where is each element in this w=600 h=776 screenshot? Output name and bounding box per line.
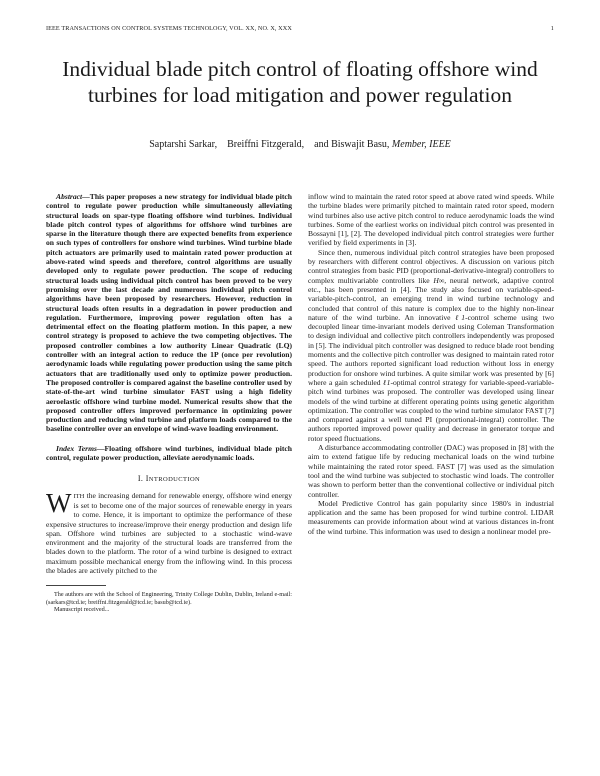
section-title-rest: NTRODUCTION — [148, 476, 201, 484]
drop-cap: W — [46, 487, 72, 518]
footnote-rule — [46, 585, 106, 586]
section-heading — [46, 474, 292, 484]
section-title-initial: I — [145, 474, 149, 484]
author-name: and Biswajit Basu, — [314, 139, 390, 150]
author-list — [40, 139, 560, 150]
page-number: 1 — [550, 25, 554, 32]
body-text: Since then, numerous individual pitch control strategies have been proposed by researchers with different control objectives. A discussion on various pitch control strategies from basic PID (proportional-derivative-integral) controllers to complex multivariable controllers like — [308, 247, 554, 285]
math-symbol: H∞ — [433, 275, 445, 285]
paper-title: Individual blade pitch control of floating offshore wind turbines for load mitigation and power regulation — [62, 57, 538, 107]
body-text: -control scheme using two decoupled linear time-invariant models derived using Coleman Transformation to design individual and collective pitch controllers independently was proposed in [5]. The individual pitch controller was designed to reduce blade root bending moments and the collective pitch controller was designed to maintain rated rotor speed. The authors reported significant load reduction without loss in energy production for onshore wind turbines. A quite similar work was presented by [6] where a gain scheduled — [308, 312, 554, 387]
right-column — [308, 192, 554, 536]
abstract-label: Abstract — [56, 192, 83, 201]
journal-name: IEEE TRANSACTIONS ON CONTROL SYSTEMS TECHNOLOGY, VOL. XX, NO. X, XXX — [46, 25, 292, 32]
body-text: , neural network, adaptive control etc., has been presented in [4]. The study also focused on variable-speed-variable-pitch-control, an emerging trend in wind turbine technology and concluded that control of this nature is complex due to the highly non-linear nature of the wind turbine. An innovative — [308, 275, 555, 322]
body-paragraph: A disturbance accommodating controller (DAC) was proposed in [8] with the aim to extend fatigue life by reducing mechanical loads on the wind turbine while maintaining the rated rotor speed. FAST [7] was used as the simulation tool and the wind turbine was subjected to stochastic wind loads. The controller was shown to perform better than the conventional collective or individual pitch controller. — [308, 443, 554, 499]
left-column — [46, 192, 292, 614]
author-membership: Member, IEEE — [391, 139, 451, 150]
index-terms-text: —Floating offshore wind turbines, individual blade pitch control, regulate power production, alleviate aerodynamic loads. — [46, 443, 292, 463]
math-symbol: ℓ1 — [455, 312, 466, 322]
body-text: -optimal control strategy for variable-speed-variable-pitch wind turbines was proposed. The controller was developed using linear models of the wind turbine at different operating points using genetic algorithm optimization. The controller was coupled to the wind turbine simulator FAST [7] and compared against a well tuned PI (proportional-integral) controller. The authors reported improved power quality and decrease in generator torque and rotor speed fluctuations. — [308, 377, 554, 443]
intro-paragraph — [46, 487, 292, 576]
footnote-manuscript: Manuscript received... — [54, 606, 110, 614]
index-terms-label: Index Terms — [56, 443, 97, 453]
body-paragraph: inflow wind to maintain the rated rotor speed at above rated wind speeds. While the turbine blades were primarily pitched to maintain rated rotor speed, modern wind turbines also use active pitch control to reduce aerodynamic loads the wind turbines. Some of the earliest works on individual pitch control was presented in Bossayni [1], [2]. The developed individual pitch control strategies were further verified by field experiments in [3]. — [308, 192, 554, 248]
index-terms — [46, 444, 292, 463]
abstract — [46, 192, 292, 434]
running-header — [46, 25, 554, 35]
intro-text: the increasing demand for renewable energy, offshore wind energy is set to become one of the major sources of renewable energy in years to come. Hence, it is important to optimize the performance of these expensive structures to increase/improve their energy production and design life span. Offshore wind turbines are subjected to a stochastic wind-wave environment and the majority of the structural loads are transferred from the blades down to the platform. The rotor of a wind turbine is designed to extract maximum possible mechanical energy from the inflowing wind. In this process the blades are actively pitched to the — [46, 490, 292, 575]
intro-caps: ITH — [73, 492, 85, 500]
body-paragraph — [308, 248, 554, 443]
footnote-affiliation: The authors are with the School of Engineering, Trinity College Dublin, Dublin, Ireland e-mail: (sarkars@tcd.ie; breiffni.fitzgerald@tcd.ie; basub@tcd.ie). — [46, 591, 292, 606]
math-symbol: ℓ1 — [382, 377, 391, 387]
body-paragraph: Model Predictive Control has gain popularity since 1980's in industrial application and the same has been proposed for wind turbine control. LIDAR measurements can provide information about wind at various distances in-front of the wind turbine. This information was used to design a nonlinear model pre- — [308, 498, 554, 536]
section-numeral: I. — [137, 474, 144, 484]
author-name: Saptarshi Sarkar, — [149, 139, 218, 150]
author-name: Breiffni Fitzgerald, — [227, 139, 305, 150]
abstract-text: —This paper proposes a new strategy for individual blade pitch control to regulate power production while simultaneously alleviating structural loads on spar-type floating offshore wind turbines. Individual blade pitch control types of algorithms for offshore wind turbines are sparse in the literature though there are expected benefits from experience on such types of controllers for onshore wind turbines. Wind turbine blade pitch actuators are primarily used to maintain rated power production at above-rated wind speeds and therefore, control algorithms are usually developed only to regulate power production. The scope of reducing structural loads using individual pitch control has been proved to be very promising over the last decade and numerous individual pitch control algorithms have been proposed by researchers. However, reduction in structural loads often results in a degradation in power production and regulation. Furthermore, improving power regulation often has a detrimental effect on the floating platform motion. In this paper, a new control strategy is proposed to achieve the two competing objectives. The proposed controller combines a low authority Linear Quadratic (LQ) controller with an integral action to reduce the 1P (once per revolution) aerodynamic loads while regulating power production using the same pitch actuators that are traditionally used only to optimize power production. The proposed controller is compared against the baseline controller used by state-of-the-art wind turbine simulator FAST using a high fidelity aeroelastic offshore wind turbine model. Numerical results show that the proposed controller offers improved performance in optimizing power production and reducing wind turbine and platform loads compared to the baseline controller over an envelope of wind-wave loading environment. — [46, 192, 292, 434]
